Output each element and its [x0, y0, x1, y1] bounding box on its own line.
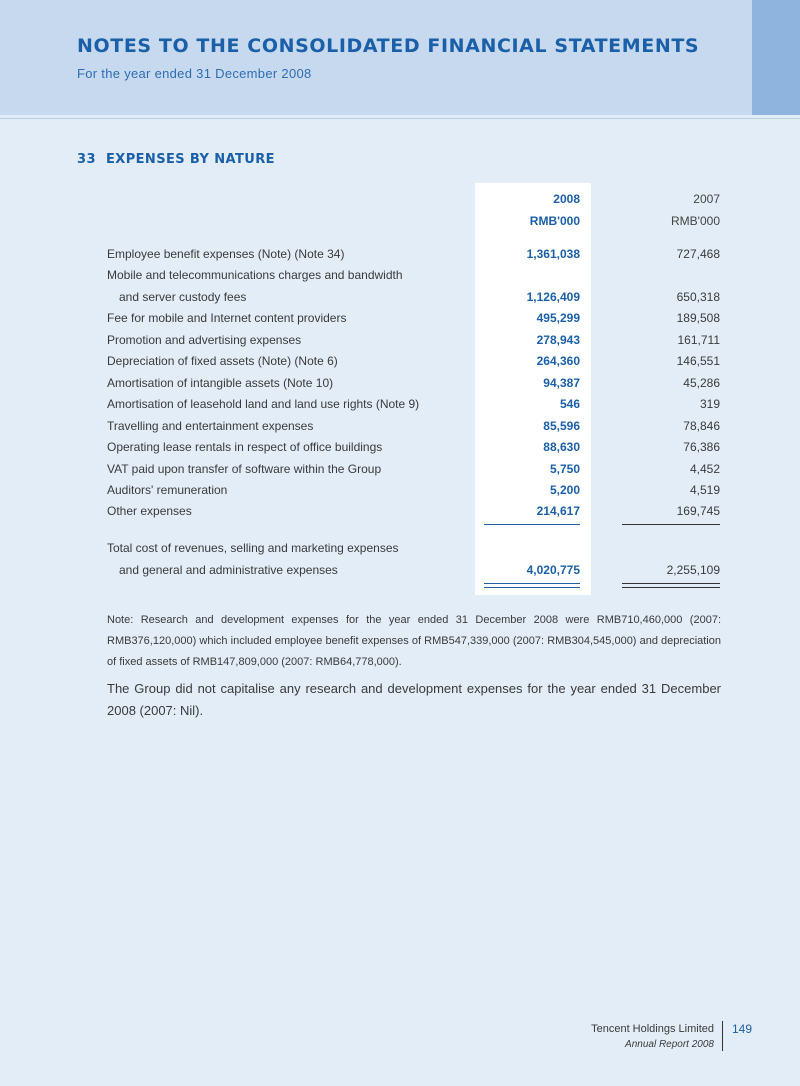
row-value-2007: 146,551	[676, 354, 720, 368]
page-subtitle: For the year ended 31 December 2008	[77, 66, 312, 81]
table-row	[0, 500, 800, 522]
row-value-2007: 4,452	[689, 462, 720, 476]
table-row	[0, 307, 800, 329]
row-label: Depreciation of fixed assets (Note) (Note 6)	[107, 354, 338, 368]
row-value-2007: 45,286	[683, 376, 720, 390]
row-value-2008: 546	[559, 397, 580, 411]
row-value-2008: 278,943	[536, 333, 580, 347]
row-label: Other expenses	[107, 504, 192, 518]
row-value-2008: 5,200	[549, 483, 580, 497]
table-row	[0, 264, 800, 286]
section-title: EXPENSES BY NATURE	[106, 152, 275, 167]
table-row	[0, 415, 800, 437]
prior-year-header: 2007	[693, 192, 720, 206]
table-row	[0, 436, 800, 458]
row-value-2008: 1,126,409	[526, 290, 580, 304]
footer-company: Tencent Holdings Limited	[591, 1023, 714, 1035]
row-value-2007: 189,508	[676, 311, 720, 325]
row-label: Fee for mobile and Internet content providers	[107, 311, 347, 325]
total-double-rule-2008-bottom	[484, 587, 580, 588]
row-label: Travelling and entertainment expenses	[107, 419, 314, 433]
note-text: Research and development expenses for the year ended 31 December 2008 were RMB710,460,000 (2007: RMB376,120,000) which included employee benefit expenses of RMB547,339,000 (2007: RMB304,545,000) and depreciation of fixed assets of RMB147,809,000 (2007: RMB64,778,000).	[107, 614, 721, 668]
row-label: Total cost of revenues, selling and marketing expenses	[107, 541, 399, 555]
note-prefix: Note:	[107, 614, 134, 626]
row-value-2007: 727,468	[676, 247, 720, 261]
row-label: Amortisation of leasehold land and land use rights (Note 9)	[107, 397, 420, 411]
table-row	[0, 393, 800, 415]
total-double-rule-2008-top	[484, 583, 580, 584]
row-value-2008: 4,020,775	[526, 563, 580, 577]
table-row	[0, 286, 800, 308]
row-value-2008: 94,387	[543, 376, 580, 390]
header-tab	[752, 0, 800, 115]
row-label: Promotion and advertising expenses	[107, 333, 302, 347]
row-value-2007: 76,386	[683, 440, 720, 454]
row-value-2007: 4,519	[689, 483, 720, 497]
row-label: VAT paid upon transfer of software within the Group	[107, 462, 382, 476]
row-label: Employee benefit expenses (Note) (Note 34)	[107, 247, 345, 261]
row-label: and general and administrative expenses	[119, 563, 338, 577]
table-row	[0, 479, 800, 501]
row-label: Operating lease rentals in respect of office buildings	[107, 440, 383, 454]
footer-divider	[722, 1021, 723, 1051]
page-title: NOTES TO THE CONSOLIDATED FINANCIAL STATEMENTS	[77, 35, 700, 57]
prior-unit-header: RMB'000	[671, 214, 720, 228]
table-row	[0, 243, 800, 265]
row-value-2007: 169,745	[676, 504, 720, 518]
row-value-2007: 319	[699, 397, 720, 411]
row-label: and server custody fees	[119, 290, 247, 304]
total-double-rule-2007-bottom	[622, 587, 720, 588]
table-note	[107, 610, 721, 673]
row-value-2008: 264,360	[536, 354, 580, 368]
table-row	[0, 350, 800, 372]
table-row	[0, 372, 800, 394]
header-divider	[0, 118, 800, 119]
table-row	[0, 537, 800, 559]
row-value-2008: 88,630	[543, 440, 580, 454]
row-label: Amortisation of intangible assets (Note 10)	[107, 376, 334, 390]
row-value-2008: 495,299	[536, 311, 580, 325]
total-double-rule-2007-top	[622, 583, 720, 584]
subtotal-rule-2007	[622, 524, 720, 525]
current-year-header: 2008	[553, 192, 580, 206]
row-value-2008: 85,596	[543, 419, 580, 433]
section-heading	[77, 152, 275, 167]
table-row-total	[0, 559, 800, 581]
subtotal-rule-2008	[484, 524, 580, 525]
header-band	[0, 0, 752, 115]
row-value-2008: 1,361,038	[526, 247, 580, 261]
table-row	[0, 329, 800, 351]
row-label: Auditors' remuneration	[107, 483, 228, 497]
row-value-2007: 2,255,109	[666, 563, 720, 577]
row-value-2008: 5,750	[549, 462, 580, 476]
row-value-2007: 161,711	[677, 333, 720, 347]
body-paragraph: The Group did not capitalise any research and development expenses for the year ended 31 December 2008 (2007: Nil).	[107, 681, 721, 718]
page-number: 149	[732, 1022, 753, 1036]
row-label: Mobile and telecommunications charges and bandwidth	[107, 268, 403, 282]
table-row	[0, 458, 800, 480]
row-value-2007: 650,318	[676, 290, 720, 304]
row-value-2008: 214,617	[536, 504, 580, 518]
row-value-2007: 78,846	[683, 419, 720, 433]
footer-report-title: Annual Report 2008	[625, 1039, 714, 1050]
section-number: 33	[77, 152, 96, 167]
current-unit-header: RMB'000	[529, 214, 580, 228]
